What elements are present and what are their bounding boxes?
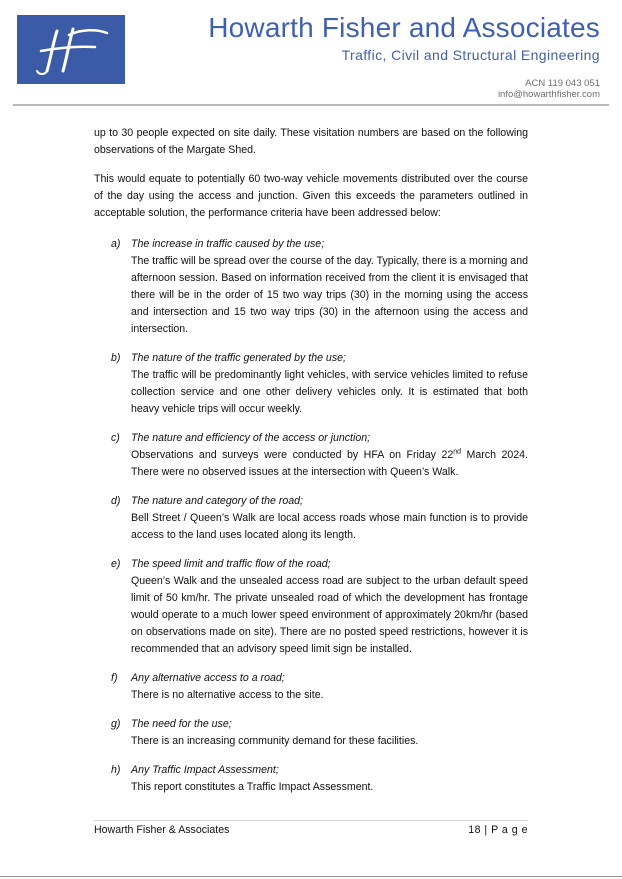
ordinal-superscript: nd (453, 448, 462, 456)
contact-email: info@howarthfisher.com (497, 89, 600, 100)
item-heading: The need for the use; (131, 718, 232, 730)
item-heading: The nature and category of the road; (131, 495, 303, 507)
item-text: This report constitutes a Traffic Impact Assessment. (131, 781, 374, 793)
item-text-part: Observations and surveys were conducted by HFA on Friday 22 (131, 449, 454, 461)
criteria-item (94, 350, 528, 418)
header-divider (13, 104, 609, 106)
criteria-item (94, 670, 528, 704)
company-logo (17, 15, 125, 84)
criteria-item (94, 430, 528, 481)
item-text (131, 447, 528, 481)
item-heading: The nature of the traffic generated by the use; (131, 352, 346, 364)
item-text: There is an increasing community demand for these facilities. (131, 735, 419, 747)
item-heading: Any Traffic Impact Assessment; (131, 764, 279, 776)
criteria-item (94, 762, 528, 796)
criteria-list (94, 236, 528, 808)
item-heading: Any alternative access to a road; (131, 672, 285, 684)
criteria-item (94, 493, 528, 544)
item-text: The traffic will be predominantly light vehicles, with service vehicles limited to refuse collection service and one other delivery vehicles only. It is estimated that both heavy vehicle trips will occur weekly. (131, 369, 528, 415)
item-text: There is no alternative access to the site. (131, 689, 324, 701)
company-tagline: Traffic, Civil and Structural Engineering (341, 47, 600, 63)
item-text: Queen’s Walk and the unsealed access road are subject to the urban default speed limit of 50 km/hr. The private unsealed road of which the development has frontage would operate to a much lower speed environment of approximately 20km/hr (based on observations made on site). There are no posted speed restrictions, however it is recommended that an advisory speed limit sign be installed. (131, 575, 528, 655)
item-heading: The speed limit and traffic flow of the road; (131, 558, 331, 570)
item-letter: g) (111, 718, 121, 730)
item-letter: a) (111, 238, 121, 250)
paragraph-movements: This would equate to potentially 60 two-way vehicle movements distributed over the course of the day using the access and junction. Given this exceeds the parameters outlined in acceptable solution, the performance criteria have been addressed below: (94, 173, 528, 219)
criteria-item (94, 716, 528, 750)
item-heading: The nature and efficiency of the access or junction; (131, 432, 371, 444)
page-number: 18 | P a g e (468, 824, 528, 836)
item-text: Bell Street / Queen’s Walk are local access roads whose main function is to provide access to the land uses located along its length. (131, 512, 528, 541)
item-letter: e) (111, 558, 121, 570)
company-name: Howarth Fisher and Associates (208, 12, 600, 43)
hf-monogram-icon (17, 15, 125, 84)
criteria-item (94, 236, 528, 338)
acn-number: ACN 119 043 051 (525, 78, 600, 89)
item-letter: c) (111, 432, 120, 444)
criteria-item (94, 556, 528, 658)
item-text-part: March 2024. There were no observed issues at the intersection with Queen’s Walk. (131, 449, 528, 478)
footer-company: Howarth Fisher & Associates (94, 824, 230, 836)
page-edge-divider (0, 876, 622, 877)
footer-divider (94, 820, 528, 821)
paragraph-visitation: up to 30 people expected on site daily. These visitation numbers are based on the following observations of the Margate Shed. (94, 127, 528, 156)
item-letter: h) (111, 764, 121, 776)
item-heading: The increase in traffic caused by the use; (131, 238, 325, 250)
item-letter: f) (111, 672, 118, 684)
item-letter: d) (111, 495, 121, 507)
item-letter: b) (111, 352, 121, 364)
item-text: The traffic will be spread over the course of the day. Typically, there is a morning and afternoon session. Based on information received from the client it is envisaged that there will be in the order of 15 two way trips (30) in the morning using the access and intersection and 15 two way trips (30) in the afternoon using the access and intersection. (131, 255, 528, 335)
